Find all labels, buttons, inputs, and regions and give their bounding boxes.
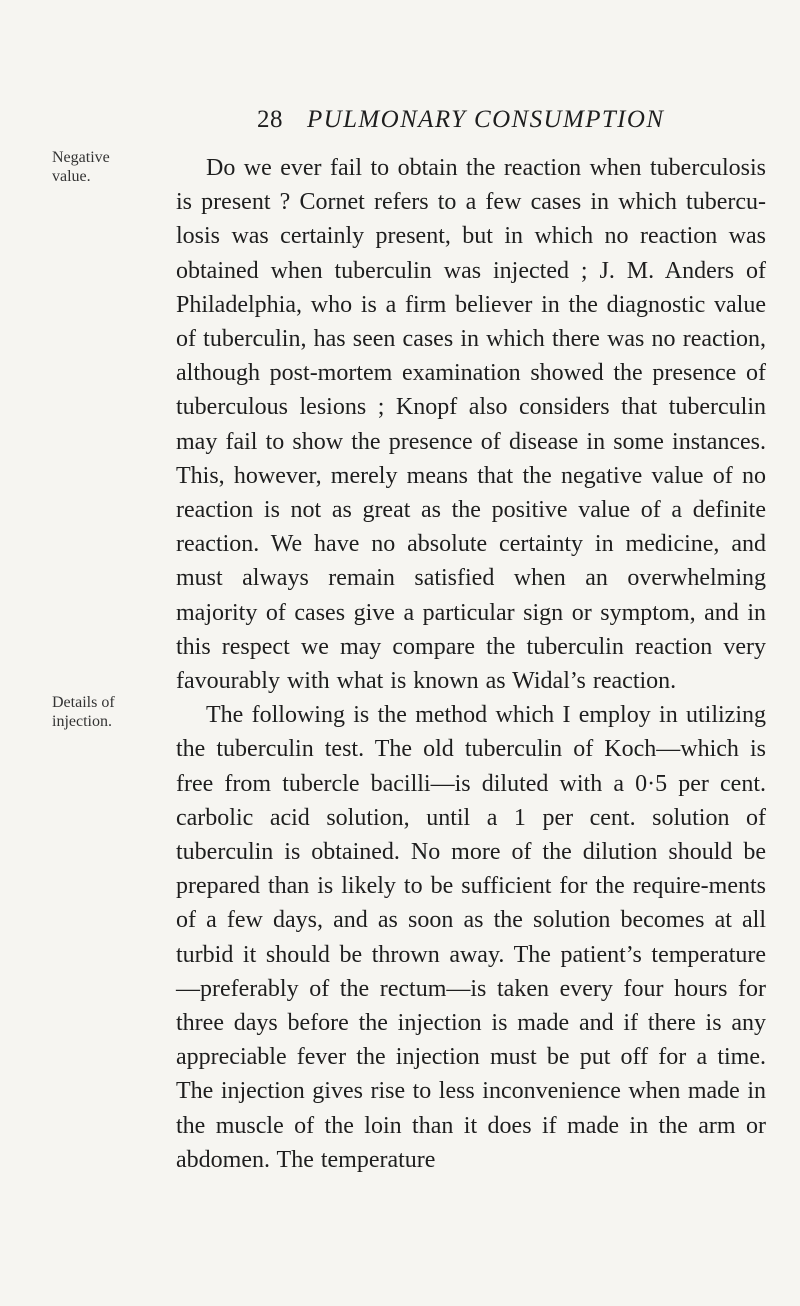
paragraph-details-of-injection: The following is the method which I employ in utilizing the tuberculin test. The old tuberculin of Koch—which is free from tubercle bacilli—is diluted with a 0·5 per cent. carbolic acid solution, until a 1 per cent. solution of tuberculin is obtained. No more of the dilution should be prepared than is likely to be sufficient for the require-ments of a few days, and as soon as the solution becomes at all turbid it should be thrown away. The patient’s temperature—preferably of the rectum—is taken every four hours for three days before the injection is made and if there is any appreciable fever the injection must be put off for a time. The injection gives rise to less inconvenience when made in the muscle of the loin than it does if made in the arm or abdomen. The temperature <box>176 702 766 1173</box>
running-title: PULMONARY CONSUMPTION <box>307 106 665 133</box>
margin-note-line: injection. <box>52 713 112 730</box>
page-number: 28 <box>257 106 283 133</box>
margin-note-line: Details of <box>52 694 115 711</box>
margin-note-line: value. <box>52 168 91 185</box>
margin-note-line: Negative <box>52 149 110 166</box>
margin-note-negative-value <box>52 148 110 186</box>
body-text <box>176 151 766 1177</box>
margin-note-details-of-injection <box>52 693 115 731</box>
paragraph-negative-value: Do we ever fail to obtain the reaction when tuberculosis is present ? Cornet refers to a few cases in which tubercu-losis was certainly present, but in which no reaction was obtained when tuberculin was injected ; J. M. Anders of Philadelphia, who is a firm believer in the diagnostic value of tuberculin, has seen cases in which there was no reaction, although post-mortem examination showed the presence of tuberculous lesions ; Knopf also considers that tuberculin may fail to show the presence of disease in some instances. This, however, merely means that the negative value of no reaction is not as great as the positive value of a definite reaction. We have no absolute certainty in medicine, and must always remain satisfied when an overwhelming majority of cases give a particular sign or symptom, and in this respect we may compare the tuberculin reaction very favourably with what is known as Widal’s reaction. <box>176 155 766 695</box>
page-header <box>0 106 800 142</box>
